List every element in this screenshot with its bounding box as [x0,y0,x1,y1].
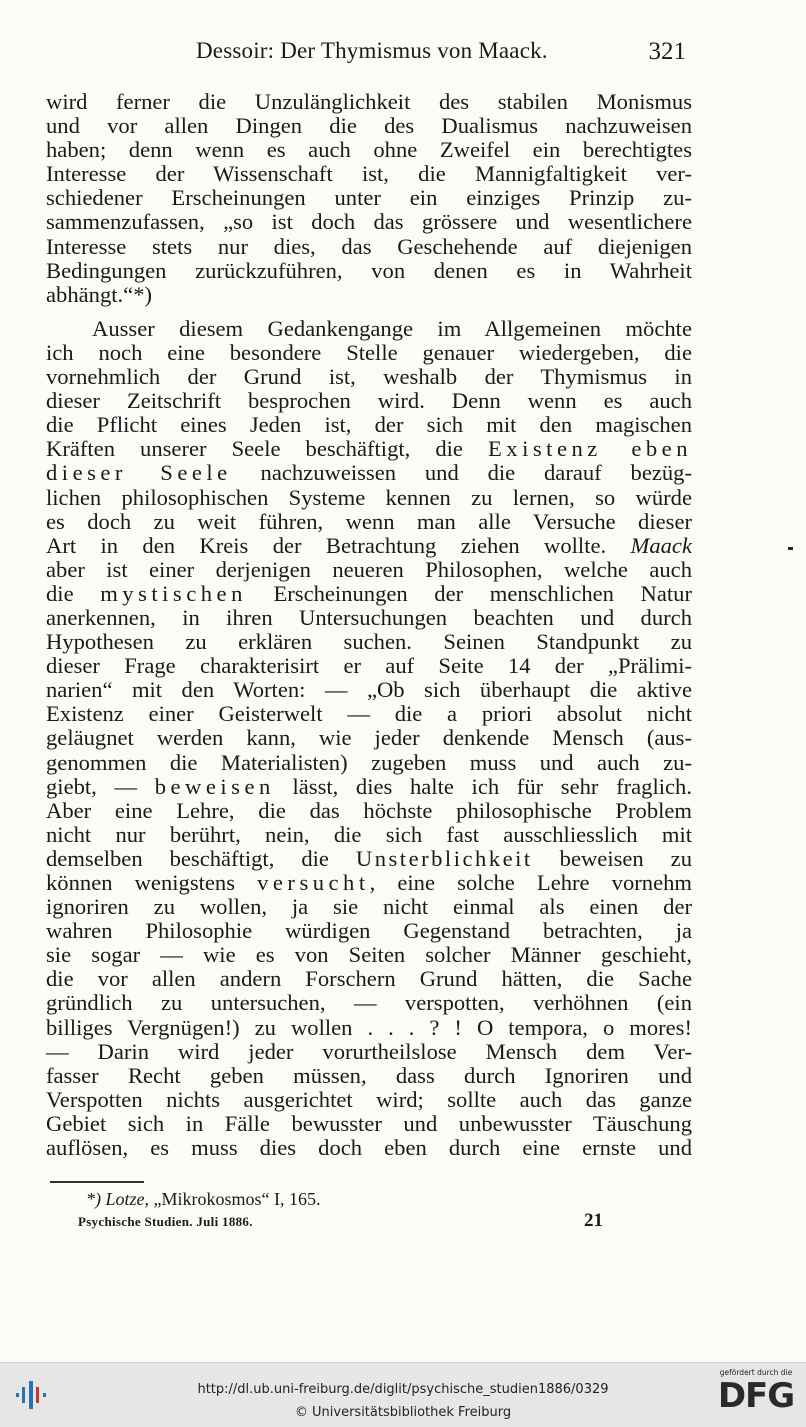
text-segment: nachzuweissen und die darauf bezüg- [231,460,692,486]
footnote-rule [50,1181,144,1183]
text-line [46,775,692,799]
emphasis-italic: Maack [630,532,692,558]
body-text [46,90,692,1160]
text-line: — Darin wird jeder vorurtheilslose Mensch dem Ver- [46,1038,692,1064]
text-line: geläugnet werden kann, wie jeder denkende Mensch (aus- [46,725,692,751]
text-segment: können wenigstens [46,870,258,895]
text-segment: demselben beschäftigt, die [46,845,356,871]
text-line: vornehmlich der Grund ist, weshalb der Thymismus in [46,364,692,390]
text-segment: Art in den Kreis der Betrachtung ziehen wollte. [46,532,631,558]
text-segment: giebt, — [46,773,155,799]
viewer-footer-bar [0,1362,806,1427]
text-line: Interesse der Wissenschaft ist, die Mannigfaltigkeit ver- [46,161,692,187]
text-segment: beweisen zu [532,845,692,871]
text-line: Hypothesen zu erklären suchen. Seinen Standpunkt zu [46,629,692,655]
text-line: es doch zu weit führen, wenn man alle Versuche dieser [46,508,692,534]
text-line: sammenzufassen, „so ist doch das grössere und wesentlichere [46,209,692,235]
page-number: 321 [648,38,686,65]
text-line: haben; denn wenn es auch ohne Zweifel ein berechtigtes [46,137,692,163]
emphasis-spaced: Existenz eben [488,436,692,462]
text-segment: Erscheinungen der menschlichen Natur [246,580,692,606]
text-line: Gebiet sich in Fälle bewusster und unbewusster Täuschung [46,1110,692,1136]
text-line: die Pflicht eines Jeden ist, der sich mit den magischen [46,412,692,438]
footnote-marker: *) [86,1189,101,1209]
text-line: fasser Recht geben müssen, dass durch Ignoriren und [46,1062,692,1088]
text-line: die vor allen andern Forschern Grund hätten, die Sache [46,966,692,992]
sheet-signature: 21 [584,1210,603,1231]
text-line [46,847,692,871]
running-title: Dessoir: Der Thymismus von Maack. [196,38,548,63]
emphasis-spaced: Unsterblichkeit [355,845,533,871]
footnote-text: „Mikrokosmos“ I, 165. [149,1189,321,1209]
text-line: dieser Zeitschrift besprochen wird. Denn wenn es auch [46,388,692,414]
text-line: Existenz einer Geisterwelt — die a priori absolut nicht [46,701,692,727]
text-line: abhängt.“*) [46,281,153,307]
dfg-logo-icon: DFG [717,1376,795,1416]
copyright-text: © Universitätsbibliothek Freiburg [294,1405,512,1420]
text-line: Bedingungen zurückzuführen, von denen es in Wahrheit [46,257,692,283]
running-head [196,38,686,72]
emphasis-spaced: dieser Seele [46,460,232,486]
text-line: Aber eine Lehre, die das höchste philosophische Problem [46,797,692,823]
dfg-logo[interactable] [714,1368,798,1424]
text-line: Ausser diesem Gedankengange im Allgemeinen möchte [92,315,692,341]
text-line: ich noch eine besondere Stelle genauer wiedergeben, die [46,339,692,365]
text-line [46,437,692,461]
text-segment: , eine solche Lehre vornehm [369,870,692,895]
journal-signature-line: Psychische Studien. Juli 1886. [78,1214,253,1229]
text-line: anerkennen, in ihren Untersuchungen beachten und durch [46,604,692,630]
text-line [46,534,692,558]
text-line: gründlich zu untersuchen, — verspotten, verhöhnen (ein [46,990,692,1016]
text-line: sie sogar — wie es von Seiten solcher Männer geschieht, [46,942,692,968]
text-line: wahren Philosophie würdigen Gegenstand betrachten, ja [46,918,692,944]
text-line: narien“ mit den Worten: — „Ob sich überhaupt die aktive [46,677,692,703]
footnote [86,1189,321,1210]
emphasis-spaced: beweisen [154,773,275,799]
text-line: ignoriren zu wollen, ja sie nicht einmal als einen der [46,894,692,920]
text-line: genommen die Materialisten) zugeben muss und auch zu- [46,749,692,775]
emphasis-spaced: versucht [257,870,370,895]
emphasis-spaced: mystischen [100,580,247,606]
document-url-link[interactable]: http://dl.ub.uni-freiburg.de/diglit/psychische_studien1886/0329 [197,1382,609,1397]
text-line: billiges Vergnügen!) zu wollen . . . ? ! O tempora, o mores! [46,1014,692,1040]
text-line: und vor allen Dingen die des Dualismus nachzuweisen [46,113,692,139]
text-line: dieser Frage charakterisirt er auf Seite 14 der „Prälimi- [46,653,692,679]
text-segment: die [46,580,101,606]
text-line: wird ferner die Unzulänglichkeit des stabilen Monismus [46,89,692,114]
text-line: Verspotten nichts ausgerichtet wird; sollte auch das ganze [46,1086,692,1112]
text-line [46,871,692,895]
text-line: nicht nur berührt, nein, die sich fast ausschliesslich mit [46,821,692,847]
text-segment: lässt, dies halte ich für sehr fraglich. [274,773,692,799]
sponsor-caption: gefördert durch die [719,1368,793,1377]
text-line: Interesse stets nur dies, das Geschehende auf diejenigen [46,233,692,259]
text-line: schiedener Erscheinungen unter ein einziges Prinzip zu- [46,185,692,211]
text-line [46,461,692,485]
text-line [46,582,692,606]
text-segment: Kräften unserer Seele beschäftigt, die [46,436,488,462]
footnote-author: Lotze, [105,1189,150,1209]
margin-mark [788,547,793,550]
text-line: aber ist einer derjenigen neueren Philosophen, welche auch [46,556,692,582]
text-line: auflösen, es muss dies doch eben durch eine ernste und [46,1135,692,1161]
text-line: lichen philosophischen Systeme kennen zu lernen, so würde [46,484,692,510]
